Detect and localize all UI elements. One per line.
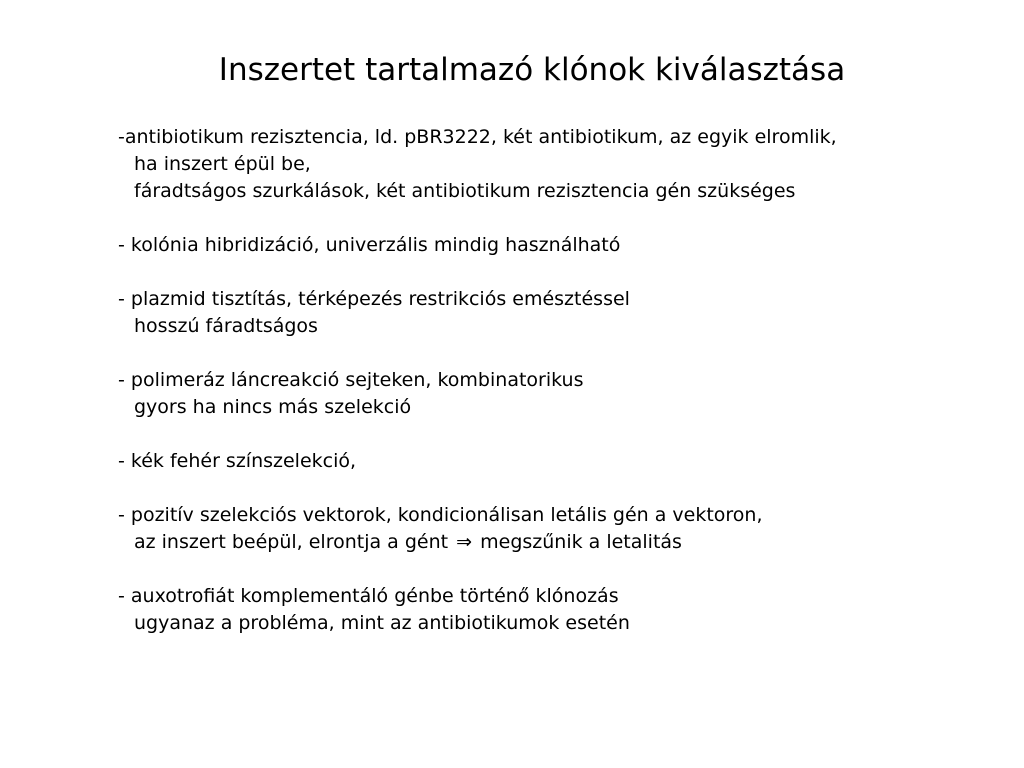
bullet-continuation: hosszú fáradtságos [134,315,318,337]
bullet-item-pcr [118,367,998,421]
bullet-item-blue-white-selection [118,448,998,475]
slide-title: Inszertet tartalmazó klónok kiválasztása [218,52,846,88]
bullet-item-plasmid-purification [118,286,998,340]
bullet-line: - auxotrofiát komplementáló génbe történő klónozás [118,585,619,607]
bullet-line: -antibiotikum rezisztencia, ld. pBR3222, két antibiotikum, az egyik elromlik, [118,126,837,148]
bullet-line: - kék fehér színszelekció, [118,450,357,472]
spacer [118,475,998,502]
bullet-continuation: ugyanaz a probléma, mint az antibiotikumok esetén [134,612,630,634]
bullet-continuation: ha inszert épül be, [134,153,311,175]
continuation-text: megszűnik a letalitás [480,531,682,553]
slide-body [118,124,998,637]
bullet-line: - plazmid tisztítás, térképezés restrikciós emésztéssel [118,288,630,310]
implies-arrow-icon: ⇒ [456,531,473,553]
spacer [118,340,998,367]
bullet-continuation: gyors ha nincs más szelekció [134,396,412,418]
bullet-continuation: fáradtságos szurkálások, két antibiotikum rezisztencia gén szükséges [134,180,796,202]
bullet-item-positive-selection [118,502,998,556]
continuation-text: az inszert beépül, elrontja a gént [134,531,449,553]
spacer [118,421,998,448]
spacer [118,259,998,286]
bullet-item-colony-hybridization [118,232,998,259]
spacer [118,556,998,583]
bullet-item-auxotrophy [118,583,998,637]
bullet-line: - kolónia hibridizáció, univerzális mindig használható [118,234,621,256]
spacer [118,205,998,232]
bullet-line: - pozitív szelekciós vektorok, kondicionálisan letális gén a vektoron, [118,504,763,526]
bullet-line: - polimeráz láncreakció sejteken, kombinatorikus [118,369,584,391]
bullet-item-antibiotic-resistance [118,124,998,205]
bullet-continuation [118,529,998,556]
